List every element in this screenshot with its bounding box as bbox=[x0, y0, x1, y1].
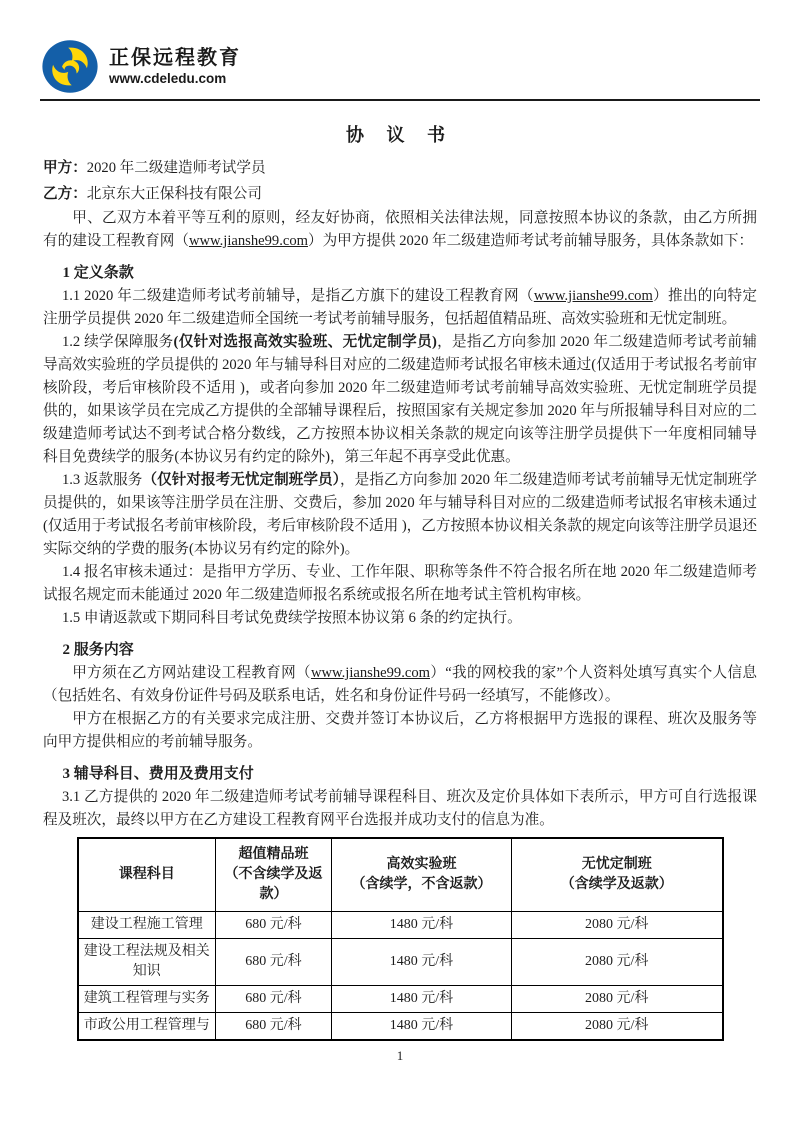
table-row bbox=[78, 1013, 723, 1041]
price-cell: 680 元/科 bbox=[216, 1013, 332, 1041]
column-header-course bbox=[78, 838, 216, 912]
clause-1-2-post: ，是指乙方向参加 2020 年二级建造师考试考前辅导高效实验班的学员提供的 2020 年与辅导科目对应的二级建造师考试报名审核未通过(仅适用于考试报名考前审核阶段，考后审核阶段不适用 )，或者向参加 2020 年二级建造师考试考前辅导高效实验班、无忧定制班学员提供的，如果该学员在完成乙方提供的全部辅导课程后，按照国家有关规定参加 2020 年与所报辅导科目对应的二级建造师考试达不到考试合格分数线，乙方按照本协议相关条款的规定向该等注册学员提供下一年度相同辅导科目免费续学的服务(本协议另有约定的除外)，第三年起不再享受此优惠。 bbox=[43, 334, 757, 465]
clause-1-3-bold: （仅针对报考无忧定制班学员） bbox=[142, 472, 340, 488]
price-cell: 1480 元/科 bbox=[332, 912, 512, 939]
price-cell: 2080 元/科 bbox=[512, 939, 723, 986]
party-b-value: 北京东大正保科技有限公司 bbox=[86, 186, 262, 202]
table-header-row bbox=[78, 838, 723, 912]
price-cell: 680 元/科 bbox=[216, 939, 332, 986]
party-b-line bbox=[43, 181, 757, 207]
clause-1-4: 1.4 报名审核未通过：是指甲方学历、专业、工作年限、职称等条件不符合报名所在地 2020 年二级建造师考试报名规定而未能通过 2020 年二级建造师报名系统或报名所在地考试主管机构审核。 bbox=[43, 564, 757, 603]
table-row bbox=[78, 912, 723, 939]
party-a-label: 甲方： bbox=[43, 160, 87, 176]
table-row bbox=[78, 939, 723, 986]
clause-1-3 bbox=[43, 469, 757, 561]
clause-1-5: 1.5 申请返款或下期同科目考试免费续学按照本协议第 6 条的约定执行。 bbox=[61, 610, 522, 626]
column-header-efficient-class bbox=[332, 838, 512, 912]
intro-paragraph bbox=[43, 207, 757, 253]
brand-logo-icon bbox=[40, 38, 100, 95]
page-number: 1 bbox=[396, 1048, 404, 1063]
section2-p1-pre: 甲方须在乙方网站建设工程教育网（ bbox=[72, 665, 311, 681]
section2-heading: 2 服务内容 bbox=[62, 642, 134, 658]
price-cell: 2080 元/科 bbox=[512, 912, 723, 939]
brand bbox=[40, 38, 760, 95]
brand-text bbox=[109, 47, 241, 87]
page-header bbox=[0, 0, 800, 101]
course-cell: 市政公用工程管理与 bbox=[78, 1013, 216, 1041]
clause-1-1-pre: 1.1 2020 年二级建造师考试考前辅导，是指乙方旗下的建设工程教育网（ bbox=[61, 288, 534, 304]
header-divider bbox=[40, 99, 760, 101]
brand-website: www.cdeledu.com bbox=[109, 70, 227, 86]
column-header-worryfree-class bbox=[512, 838, 723, 912]
price-cell: 2080 元/科 bbox=[512, 986, 723, 1013]
intro-text-pre: 甲、乙双方本着平等互利的原则，经友好协商，依照相关法律法规，同意按照本协议的条款，由乙方所拥有的建设工程教育网（ bbox=[43, 210, 757, 249]
price-cell: 1480 元/科 bbox=[332, 1013, 512, 1041]
party-a-line bbox=[43, 155, 757, 181]
jianshe99-link[interactable]: www.jianshe99.com bbox=[188, 233, 308, 249]
price-cell: 2080 元/科 bbox=[512, 1013, 723, 1041]
clause-1-2-bold: (仅针对选报高效实验班、无忧定制学员) bbox=[173, 334, 437, 350]
section2-paragraph-1 bbox=[43, 662, 757, 708]
clause-1-1-post: ）推出的向特定注册学员提供 2020 年二级建造师全国统一考试考前辅导服务，包括超值精品班、高效实验班和无忧定制班。 bbox=[43, 288, 757, 327]
document-title: 协 议 书 bbox=[346, 125, 454, 145]
intro-text-post: ）为甲方提供 2020 年二级建造师考试考前辅导服务，具体条款如下： bbox=[307, 233, 754, 249]
table-row bbox=[78, 986, 723, 1013]
header-subline: （含续学，不含返款） bbox=[351, 877, 492, 892]
brand-name: 正保远程教育 bbox=[109, 46, 241, 69]
clause-1-1 bbox=[43, 285, 757, 331]
header-line: 课程科目 bbox=[118, 867, 175, 882]
header-line: 无忧定制班 bbox=[581, 857, 652, 872]
course-cell: 建筑工程管理与实务 bbox=[78, 986, 216, 1013]
clause-1-3-pre: 1.3 返款服务 bbox=[61, 472, 143, 488]
section3-heading: 3 辅导科目、费用及费用支付 bbox=[62, 766, 254, 782]
course-cell: 建设工程法规及相关知识 bbox=[78, 939, 216, 986]
price-cell: 1480 元/科 bbox=[332, 986, 512, 1013]
clause-1-2 bbox=[43, 331, 757, 469]
jianshe99-link[interactable]: www.jianshe99.com bbox=[310, 665, 430, 681]
clause-1-2-pre: 1.2 续学保障服务 bbox=[61, 334, 174, 350]
price-cell: 680 元/科 bbox=[216, 912, 332, 939]
price-cell: 680 元/科 bbox=[216, 986, 332, 1013]
clause-1-3-post: ，是指乙方向参加 2020 年二级建造师考试考前辅导无忧定制班学员提供的，如果该等注册学员在注册、交费后，参加 2020 年与辅导科目对应的二级建造师考试报名审核未通过(仅适用于考试报名考前审核阶段，考后审核阶段不适用 )，乙方按照本协议相关条款的规定向该等注册学员退还实际交纳的学费的服务(本协议另有约定的除外)。 bbox=[43, 472, 757, 557]
pricing-table bbox=[77, 837, 724, 1041]
header-line: 高效实验班 bbox=[386, 857, 457, 872]
header-subline: （不含续学及返款） bbox=[224, 867, 323, 902]
header-subline: （含续学及返款） bbox=[560, 877, 673, 892]
header-line: 超值精品班 bbox=[238, 847, 309, 862]
document-body bbox=[0, 121, 800, 1064]
course-cell: 建设工程施工管理 bbox=[78, 912, 216, 939]
price-cell: 1480 元/科 bbox=[332, 939, 512, 986]
section2-p1-post: ）“我的网校我的家”个人资料处填写真实个人信息（包括姓名、有效身份证件号码及联系电话，姓名和身份证件号码一经填写，不能修改）。 bbox=[43, 665, 757, 704]
section2-paragraph-2: 甲方在根据乙方的有关要求完成注册、交费并签订本协议后，乙方将根据甲方选报的课程、班次及服务等向甲方提供相应的考前辅导服务。 bbox=[43, 711, 757, 750]
column-header-premium-class bbox=[216, 838, 332, 912]
party-a-value: 2020 年二级建造师考试学员 bbox=[86, 160, 266, 176]
clause-3-1: 3.1 乙方提供的 2020 年二级建造师考试考前辅导课程科目、班次及定价具体如下表所示，甲方可自行选报课程及班次，最终以甲方在乙方建设工程教育网平台选报并成功支付的信息为准。 bbox=[43, 789, 757, 828]
party-b-label: 乙方： bbox=[43, 186, 87, 202]
section1-heading: 1 定义条款 bbox=[62, 265, 134, 281]
jianshe99-link[interactable]: www.jianshe99.com bbox=[533, 288, 653, 304]
parties-block bbox=[43, 155, 757, 207]
